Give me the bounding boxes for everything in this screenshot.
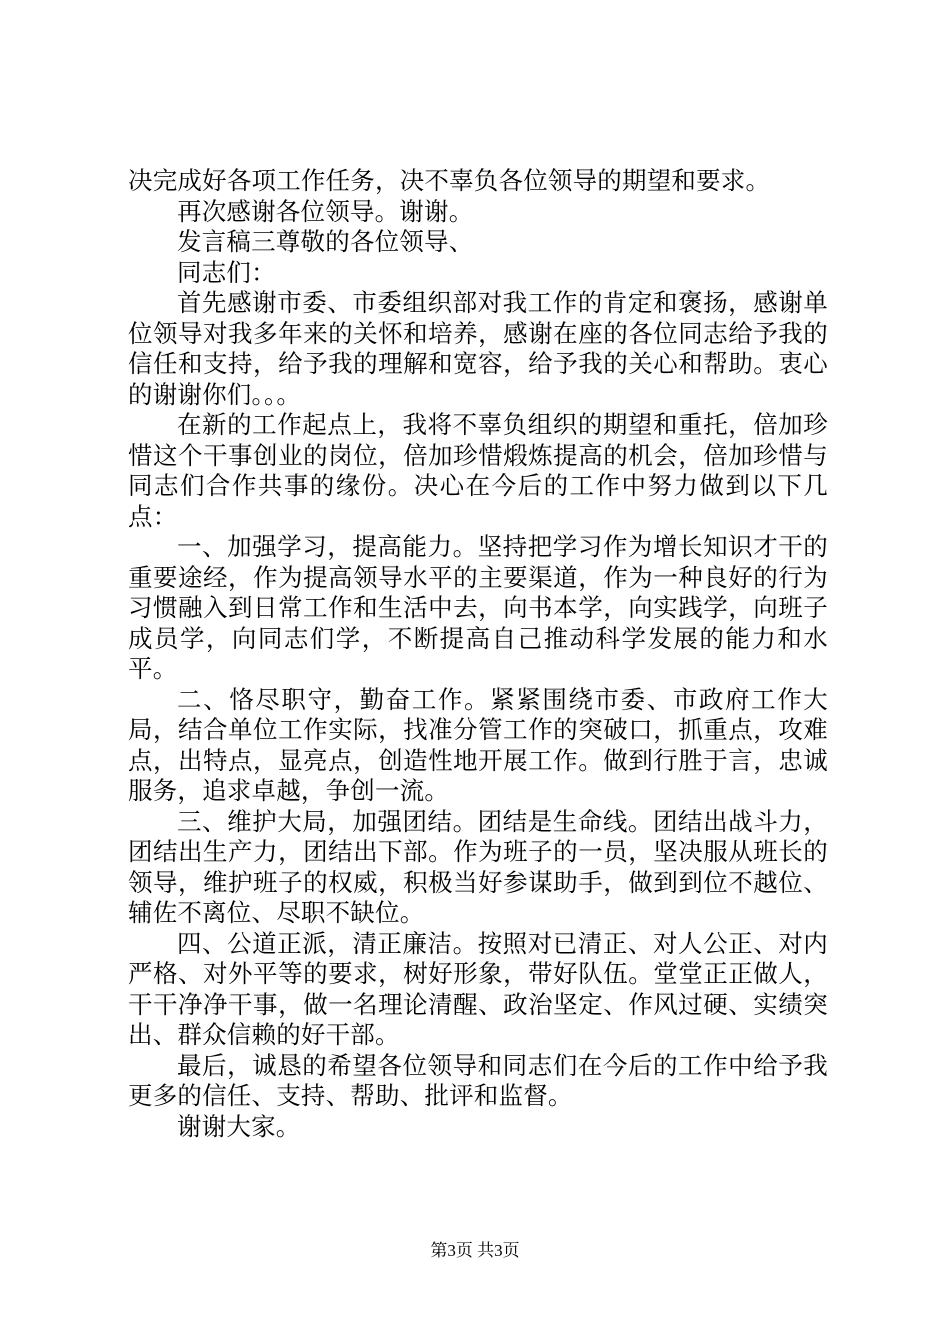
- page-footer: [0, 1240, 950, 1262]
- paragraph-closing: 最后，诚恳的希望各位领导和同志们在今后的工作中给予我更多的信任、支持、帮助、批评和监督。: [128, 1050, 828, 1110]
- paragraph-thank-you: 谢谢大家。: [177, 1111, 301, 1141]
- page-number-label: 第3页 共3页: [430, 1241, 520, 1260]
- paragraph-new-start: 在新的工作起点上，我将不辜负组织的期望和重托，倍加珍惜这个干事创业的岗位，倍加珍惜煅炼提高的机会，倍加珍惜与同志们合作共事的缘份。决心在今后的工作中努力做到以下几点：: [128, 410, 828, 531]
- paragraph-continuation: 决完成好各项工作任务，决不辜负各位领导的期望和要求。: [128, 166, 771, 195]
- paragraph-point-three: 三、维护大局，加强团结。团结是生命线。团结出战斗力，团结出生产力，团结出下部。作为班子的一员，坚决服从班长的领导，维护班子的权威，积极当好参谋助手，做到到位不越位、辅佐不离位、尽职不缺位。: [128, 806, 828, 927]
- paragraph-salutation: 同志们：: [177, 257, 276, 287]
- paragraph-speech-heading: 发言稿三尊敬的各位领导、: [177, 227, 474, 256]
- paragraph-point-four: 四、公道正派，清正廉洁。按照对已清正、对人公正、对内严格、对外平等的要求，树好形象，带好队伍。堂堂正正做人，干干净净干事，做一名理论清醒、政治坚定、作风过硬、实绩突出、群众信赖的好干部。: [128, 928, 828, 1049]
- paragraph-point-one: 一、加强学习，提高能力。坚持把学习作为增长知识才干的重要途经，作为提高领导水平的主要渠道，作为一种良好的行为习惯融入到日常工作和生活中去，向书本学，向实践学，向班子成员学，向同志们学，不断提高自己推动科学发展的能力和水平。: [128, 532, 828, 683]
- document-body: [128, 166, 828, 1142]
- paragraph-point-two: 二、恪尽职守，勤奋工作。紧紧围绕市委、市政府工作大局，结合单位工作实际，找准分管工作的突破口，抓重点，攻难点，出特点，显亮点，创造性地开展工作。做到行胜于言，忠诚服务，追求卓越，争创一流。: [128, 684, 828, 805]
- paragraph-gratitude: 首先感谢市委、市委组织部对我工作的肯定和褒扬，感谢单位领导对我多年来的关怀和培养，感谢在座的各位同志给予我的信任和支持，给予我的理解和宽容，给予我的关心和帮助。衷心的谢谢你们。。。: [128, 288, 828, 409]
- paragraph-thanks: 再次感谢各位领导。谢谢。: [177, 196, 474, 226]
